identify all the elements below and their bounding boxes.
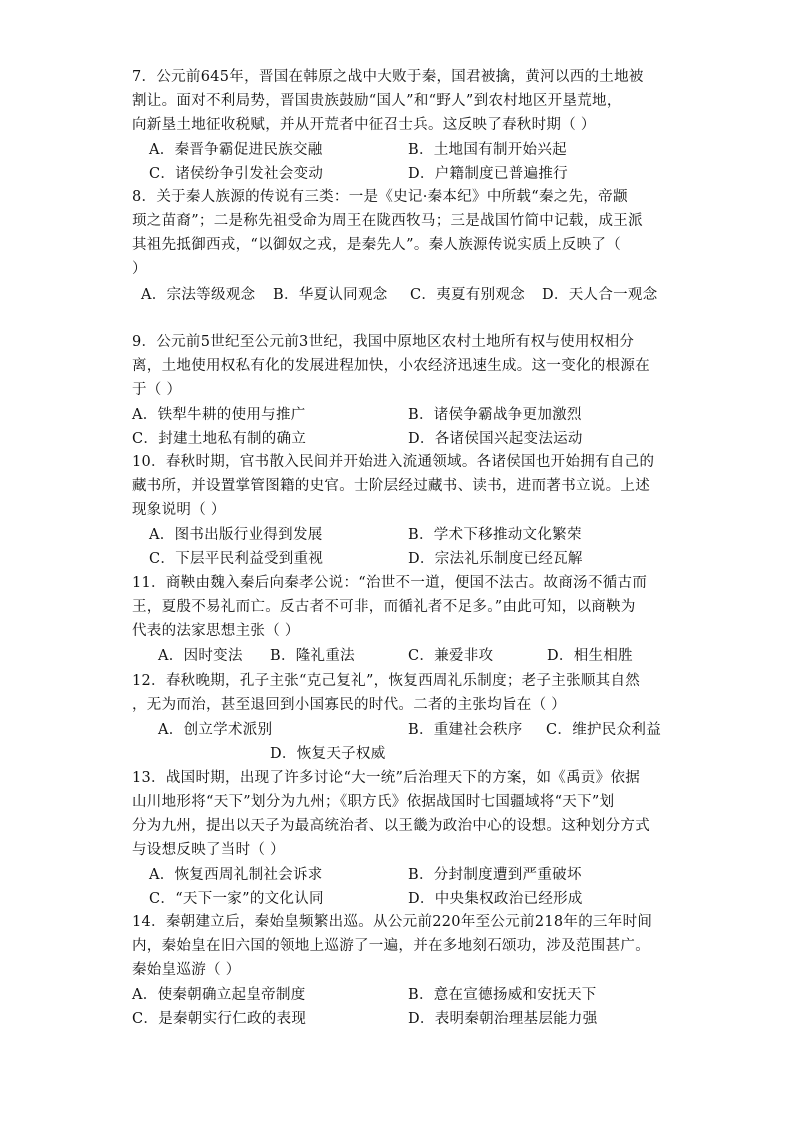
- option-a[interactable]: A．秦晋争霸促进民族交融: [149, 142, 323, 158]
- question-text-line: 离，土地使用权私有化的发展进程加快，小农经济迅速生成。这一变化的根源在: [132, 358, 650, 374]
- question-text-line: 其祖先抵御西戎，“以御奴之戎，是秦先人”。秦人族源传说实质上反映了（: [132, 237, 622, 253]
- option-b[interactable]: B．重建社会秩序: [408, 722, 523, 738]
- option-c[interactable]: C．下层平民利益受到重视: [149, 551, 324, 567]
- question-text-line: 内，秦始皇在旧六国的领地上巡游了一遍，并在多地刻石颂功，涉及范围甚广。: [132, 938, 650, 954]
- question-text-line: 13．战国时期，出现了许多讨论“大一统”后治理天下的方案，如《禹贡》依据: [132, 770, 641, 786]
- question-text-line: 顼之苗裔”；二是称先祖受命为周王在陇西牧马；三是战国竹简中记载，成王派: [132, 213, 643, 229]
- question-text-line: 山川地形将“天下”划分为九州；《职方氏》依据战国时七国疆域将“天下”划: [132, 794, 615, 810]
- question-text-line: 王，夏殷不易礼而亡。反古者不可非，而循礼者不足多。”由此可知，以商鞅为: [132, 599, 636, 615]
- option-a[interactable]: A．创立学术派别: [158, 722, 273, 738]
- option-b[interactable]: B．诸侯争霸战争更加激烈: [408, 407, 582, 423]
- question-text-line: 12．春秋晚期，孔子主张“克己复礼”，恢复西周礼乐制度；老子主张顺其自然: [132, 673, 641, 689]
- option-a[interactable]: A．恢复西周礼制社会诉求: [149, 867, 323, 883]
- question-text-line: 8．关于秦人族源的传说有三类：一是《史记·秦本纪》中所载“秦之先，帝颛: [132, 189, 628, 205]
- option-d[interactable]: D．天人合一观念: [542, 287, 658, 303]
- question-text-line: 割让。面对不利局势，晋国贵族鼓励“国人”和“野人”到农村地区开垦荒地，: [132, 93, 622, 109]
- option-c[interactable]: C．夷夏有别观念: [410, 287, 525, 303]
- question-text-line: 藏书所，并设置掌管图籍的史官。士阶层经过藏书、读书，进而著书立说。上述: [132, 478, 650, 494]
- option-b[interactable]: B．分封制度遭到严重破坏: [408, 867, 582, 883]
- question-text-line: 于（ ）: [132, 382, 182, 398]
- question-text-line: 代表的法家思想主张（ ）: [132, 623, 300, 639]
- option-d[interactable]: D．中央集权政治已经形成: [408, 891, 583, 907]
- question-text-line: 分为九州，提出以天子为最高统治者、以王畿为政治中心的设想。这种划分方式: [132, 818, 650, 834]
- option-c[interactable]: C．兼爱非攻: [408, 648, 494, 664]
- option-d[interactable]: D．表明秦朝治理基层能力强: [408, 1011, 598, 1027]
- question-text-line: 与设想反映了当时（ ）: [132, 842, 285, 858]
- question-text-line: 10．春秋时期，官书散入民间并开始进入流通领域。各诸侯国也开始拥有自己的: [132, 454, 655, 470]
- option-a[interactable]: A．因时变法: [158, 648, 243, 664]
- option-b[interactable]: B．意在宣德扬威和安抚天下: [408, 987, 597, 1003]
- option-d[interactable]: D．宗法礼乐制度已经瓦解: [408, 551, 583, 567]
- question-text-line: ，无为而治，甚至退回到小国寡民的时代。二者的主张均旨在（ ）: [132, 697, 567, 713]
- question-text-line: 秦始皇巡游（ ）: [132, 962, 241, 978]
- question-text-line: 向新垦土地征收税赋，并从开荒者中征召士兵。这反映了春秋时期（ ）: [132, 117, 596, 133]
- option-c[interactable]: C．诸侯纷争引发社会变动: [149, 166, 324, 182]
- option-a[interactable]: A．宗法等级观念: [141, 287, 256, 303]
- option-c[interactable]: C．是秦朝实行仁政的表现: [132, 1011, 307, 1027]
- question-text-line: 14．秦朝建立后，秦始皇频繁出巡。从公元前220年至公元前218年的三年时间: [132, 914, 653, 930]
- question-text-line: 11．商鞅由魏入秦后向秦孝公说：“治世不一道，便国不法古。故商汤不循古而: [132, 575, 648, 591]
- question-text-line: 7．公元前645年，晋国在韩原之战中大败于秦，国君被擒，黄河以西的土地被: [132, 69, 644, 85]
- option-c[interactable]: C．维护民众利益: [546, 722, 661, 738]
- option-b[interactable]: B．华夏认同观念: [273, 287, 388, 303]
- option-c[interactable]: C．“天下一家”的文化认同: [149, 891, 324, 907]
- option-a[interactable]: A．铁犁牛耕的使用与推广: [132, 407, 306, 423]
- question-text-line: ）: [132, 261, 147, 277]
- option-b[interactable]: B．隆礼重法: [270, 648, 355, 664]
- option-d[interactable]: D．相生相胜: [547, 648, 633, 664]
- option-a[interactable]: A．图书出版行业得到发展: [149, 527, 323, 543]
- option-c[interactable]: C．封建土地私有制的确立: [132, 431, 307, 447]
- question-text-line: 9．公元前5世纪至公元前3世纪，我国中原地区农村土地所有权与使用权相分: [132, 334, 635, 350]
- option-d[interactable]: D．各诸侯国兴起变法运动: [408, 431, 583, 447]
- option-b[interactable]: B．土地国有制开始兴起: [408, 142, 567, 158]
- question-text-line: 现象说明（ ）: [132, 502, 226, 518]
- option-b[interactable]: B．学术下移推动文化繁荣: [408, 527, 582, 543]
- option-a[interactable]: A．使秦朝确立起皇帝制度: [132, 987, 306, 1003]
- option-d[interactable]: D．户籍制度已普遍推行: [408, 166, 568, 182]
- option-d[interactable]: D．恢复天子权威: [270, 746, 386, 762]
